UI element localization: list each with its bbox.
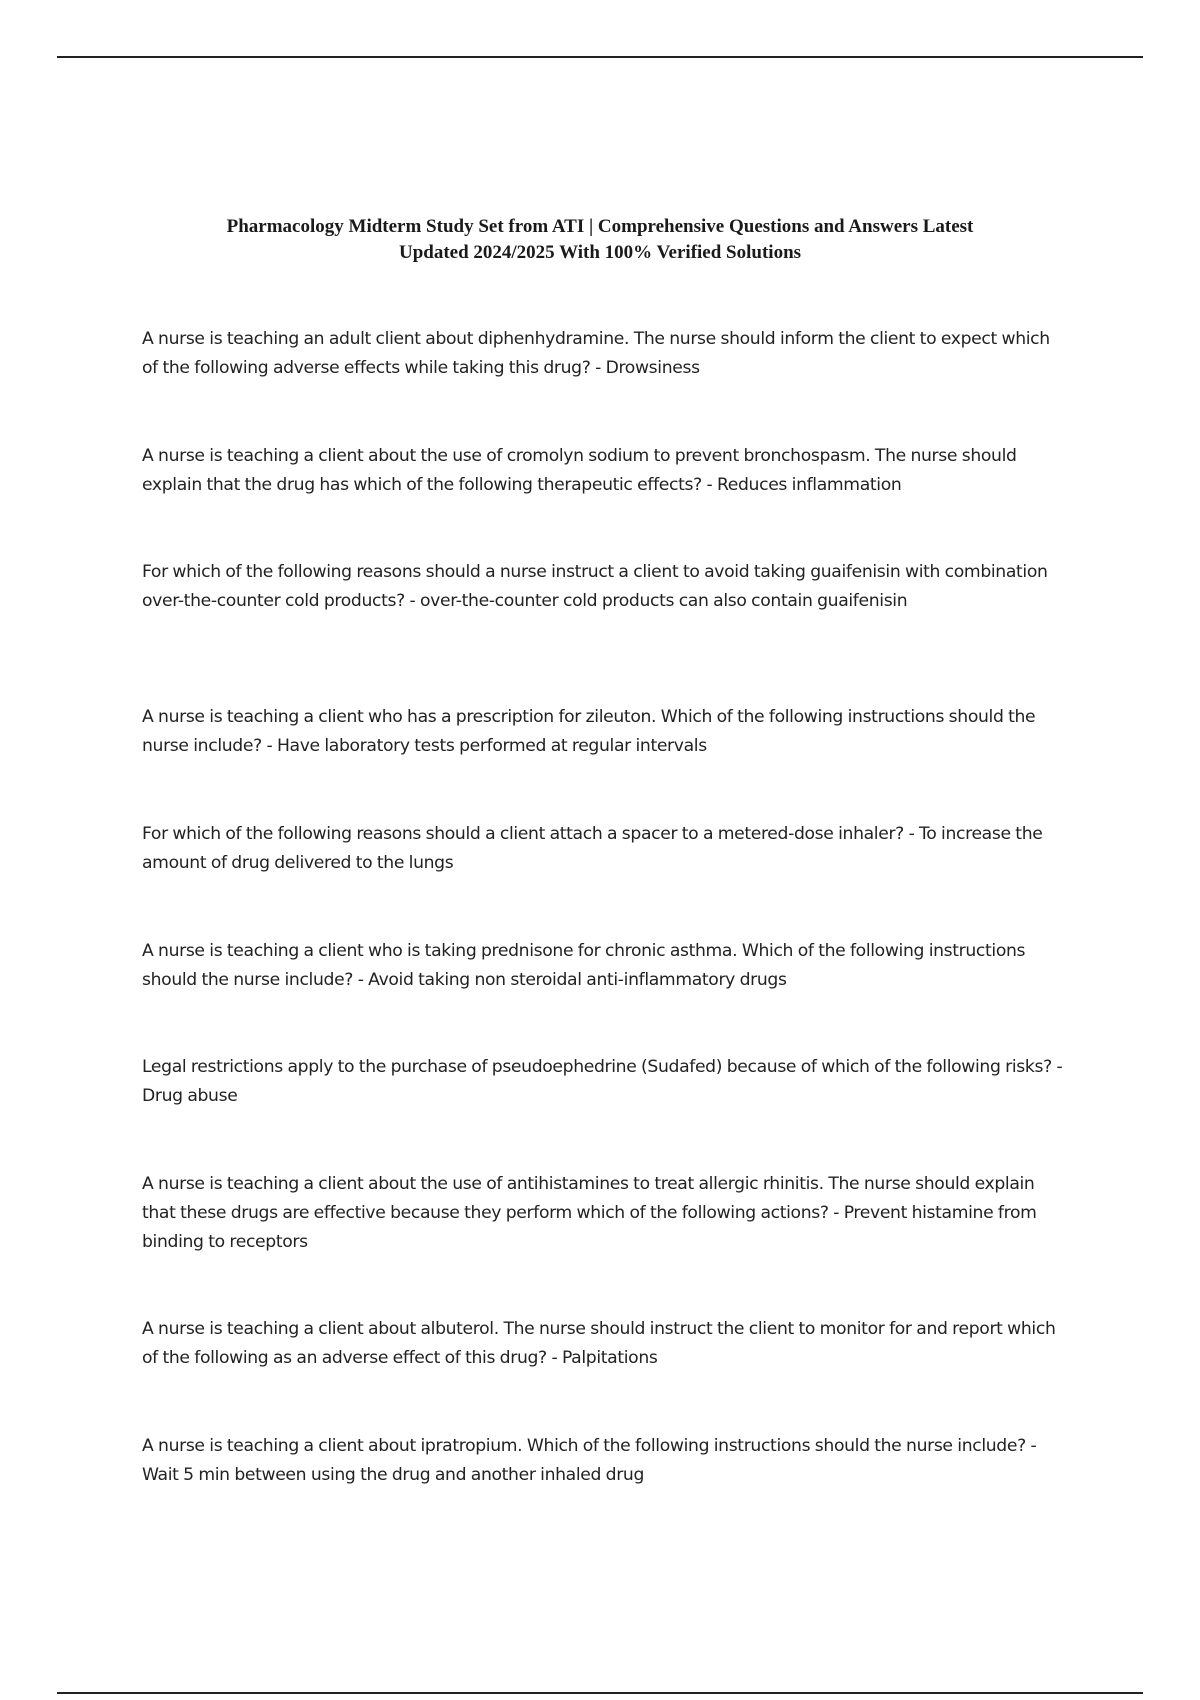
qa-separator: - xyxy=(1025,1436,1037,1456)
answer-text: Palpitations xyxy=(561,1348,658,1368)
question-text: A nurse is teaching an adult client about diphenhydramine. The nurse should inform the client to expect which of the following adverse effects while taking this drug? xyxy=(142,329,1050,378)
question-text: A nurse is teaching a client who is taking prednisone for chronic asthma. Which of the following instructions should the nurse include? xyxy=(142,941,1026,990)
qa-item-4 xyxy=(142,703,1067,761)
bottom-divider xyxy=(57,1692,1143,1694)
top-divider xyxy=(57,56,1143,58)
qa-item-1 xyxy=(142,325,1067,383)
question-text: For which of the following reasons should a client attach a spacer to a metered-dose inhaler? xyxy=(142,824,904,844)
answer-text: Prevent histamine from binding to receptors xyxy=(142,1203,1037,1252)
document-title xyxy=(130,214,1070,266)
question-text: For which of the following reasons should a nurse instruct a client to avoid taking guaifenisin with combination over-the-counter cold products? xyxy=(142,562,1048,611)
answer-text: Avoid taking non steroidal anti-inflammatory drugs xyxy=(368,970,787,990)
answer-text: Have laboratory tests performed at regular intervals xyxy=(276,736,707,756)
qa-item-7 xyxy=(142,1053,1067,1111)
answer-text: Drowsiness xyxy=(605,358,700,378)
qa-separator: - xyxy=(261,736,277,756)
qa-item-5 xyxy=(142,820,1067,878)
question-text: Legal restrictions apply to the purchase of pseudoephedrine (Sudafed) because of which of the following risks? xyxy=(142,1057,1052,1077)
question-text: A nurse is teaching a client about the use of cromolyn sodium to prevent bronchospasm. The nurse should explain that the drug has which of the following therapeutic effects? xyxy=(142,446,1017,495)
qa-separator: - xyxy=(903,824,920,844)
qa-item-8 xyxy=(142,1170,1067,1257)
qa-item-10 xyxy=(142,1432,1067,1490)
answer-text: To increase the amount of drug delivered to the lungs xyxy=(142,824,1043,873)
answer-text: Reduces inflammation xyxy=(716,475,902,495)
answer-text: Drug abuse xyxy=(142,1086,238,1106)
qa-separator: - xyxy=(546,1348,562,1368)
qa-separator: - xyxy=(1051,1057,1063,1077)
document-title-line-1: Pharmacology Midterm Study Set from ATI | Comprehensive Questions and Answers Latest xyxy=(226,216,974,237)
answer-text: over-the-counter cold products can also contain guaifenisin xyxy=(419,591,908,611)
qa-item-2 xyxy=(142,442,1067,500)
qa-separator: - xyxy=(828,1203,844,1223)
qa-separator: - xyxy=(353,970,369,990)
qa-separator: - xyxy=(590,358,606,378)
document-title-line-2: Updated 2024/2025 With 100% Verified Solutions xyxy=(398,242,802,263)
qa-item-3 xyxy=(142,558,1067,616)
question-text: A nurse is teaching a client who has a prescription for zileuton. Which of the following instructions should the nurse include? xyxy=(142,707,1036,756)
qa-separator: - xyxy=(701,475,717,495)
question-text: A nurse is teaching a client about albuterol. The nurse should instruct the client to monitor for and report which of the following as an adverse effect of this drug? xyxy=(142,1319,1056,1368)
qa-item-6 xyxy=(142,937,1067,995)
qa-separator: - xyxy=(404,591,420,611)
answer-text: Wait 5 min between using the drug and another inhaled drug xyxy=(142,1465,645,1485)
question-text: A nurse is teaching a client about ipratropium. Which of the following instructions should the nurse include? xyxy=(142,1436,1026,1456)
question-text: A nurse is teaching a client about the use of antihistamines to treat allergic rhinitis. The nurse should explain that these drugs are effective because they perform which of the following actions? xyxy=(142,1174,1035,1223)
qa-item-9 xyxy=(142,1315,1067,1373)
